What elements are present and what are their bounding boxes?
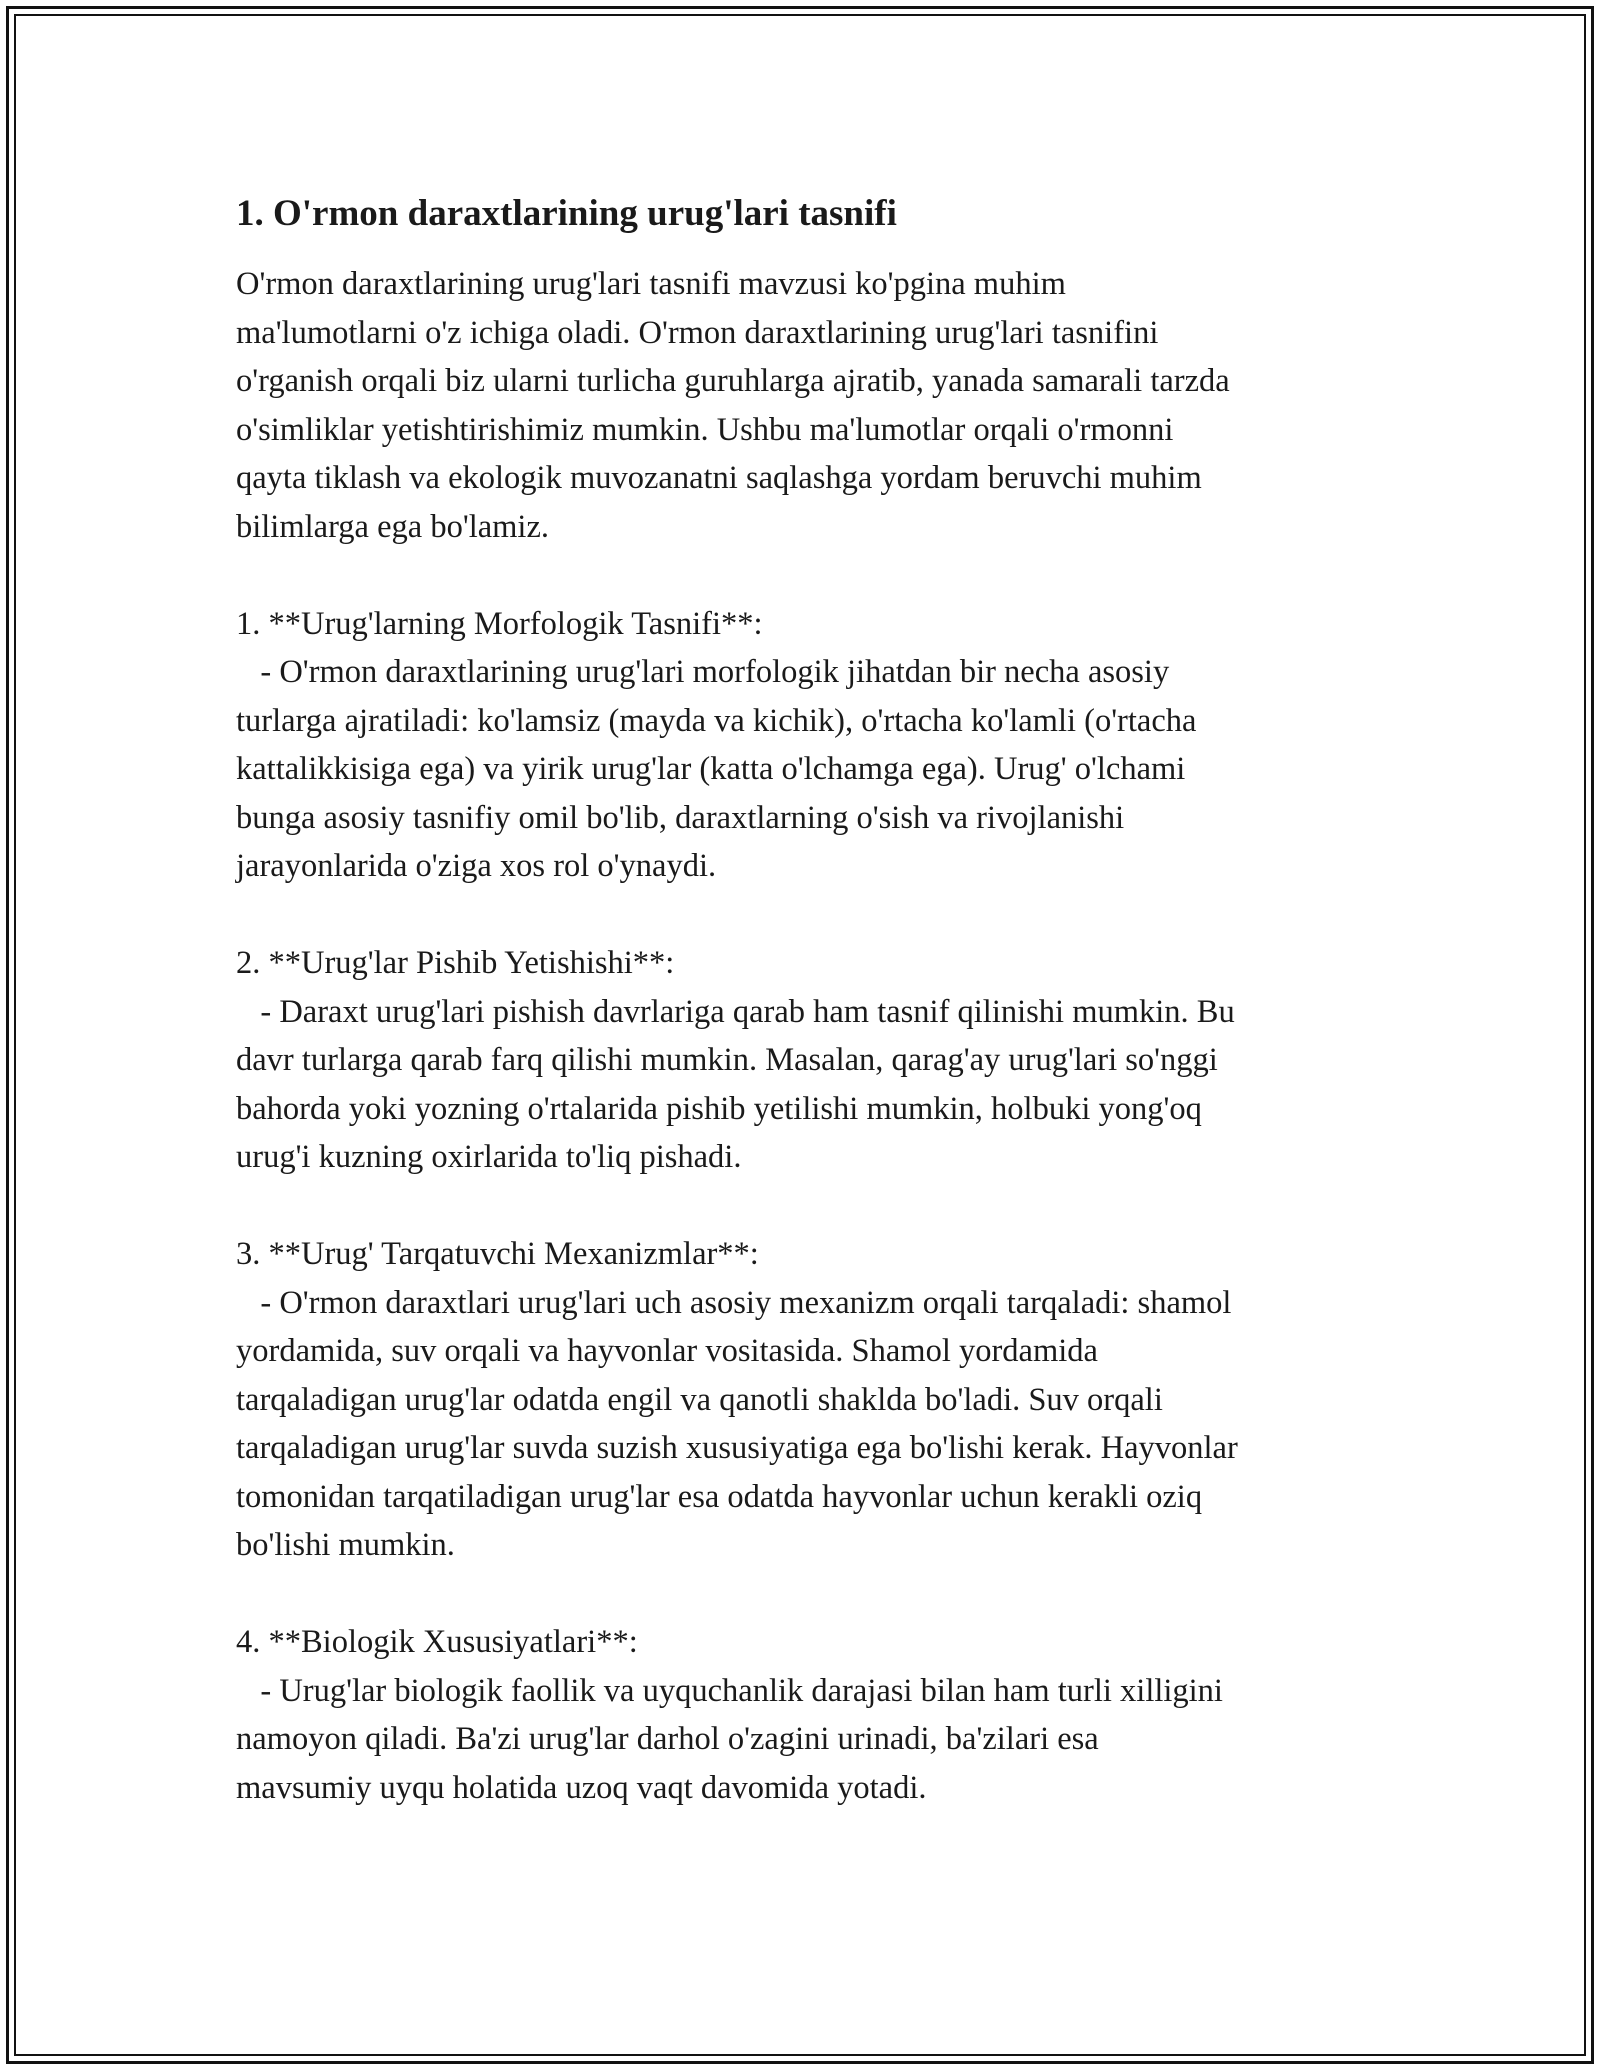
document-body: O'rmon daraxtlarining urug'lari tasnifi mavzusi ko'pgina muhim ma'lumotlarni o'z ichiga oladi. O'rmon daraxtlarining urug'lari tasnifini o'rganish orqali biz ularni turlicha guruhlarga ajratib, yanada samarali tarzda o'simliklar yetishtirishimiz mumkin. Ushbu ma'lumotlar orqali o'rmonni qayta tiklash va ekologik muvozanatni saqlashga yordam beruvchi muhim bilimlarga ega bo'lamiz. 1. **Urug'larning Morfologik Tasnifi**: - O'rmon daraxtlarining urug'lari morfologik jihatdan bir necha asosiy turlarga ajratiladi: ko'lamsiz (mayda va kichik), o'rtacha ko'lamli (o'rtacha kattalikkisiga ega) va yirik urug'lar (katta o'lchamga ega). Urug' o'lchami bunga asosiy tasnifiy omil bo'lib, daraxtlarning o'sish va rivojlanishi jarayonlarida o'ziga xos rol o'ynaydi. 2. **Urug'lar Pishib Yetishishi**: - Daraxt urug'lari pishish davrlariga qarab ham tasnif qilinishi mumkin. Bu davr turlarga qarab farq qilishi mumkin. Masalan, qarag'ay urug'lari so'nggi bahorda yoki yozning o'rtalarida pishib yetilishi mumkin, holbuki yong'oq urug'i kuzning oxirlarida to'liq pishadi. 3. **Urug' Tarqatuvchi Mexanizmlar**: - O'rmon daraxtlari urug'lari uch asosiy mexanizm orqali tarqaladi: shamol yordamida, suv orqali va hayvonlar vositasida. Shamol yordamida tarqaladigan urug'lar odatda engil va qanotli shaklda bo'ladi. Suv orqali tarqaladigan urug'lar suvda suzish xususiyatiga ega bo'lishi kerak. Hayvonlar tomonidan tarqatiladigan urug'lar esa odatda hayvonlar uchun kerakli oziq bo'lishi mumkin. 4. **Biologik Xususiyatlari**: - Urug'lar biologik faollik va uyquchanlik darajasi bilan ham turli xilligini namoyon qiladi. Ba'zi urug'lar darhol o'zagini urinadi, ba'zilari esa mavsumiy uyqu holatida uzoq vaqt davomida yotadi. — [236, 266, 1238, 1806]
document-title: 1. O'rmon daraxtlarining urug'lari tasnifi — [236, 193, 897, 234]
document-content — [236, 186, 1376, 1812]
